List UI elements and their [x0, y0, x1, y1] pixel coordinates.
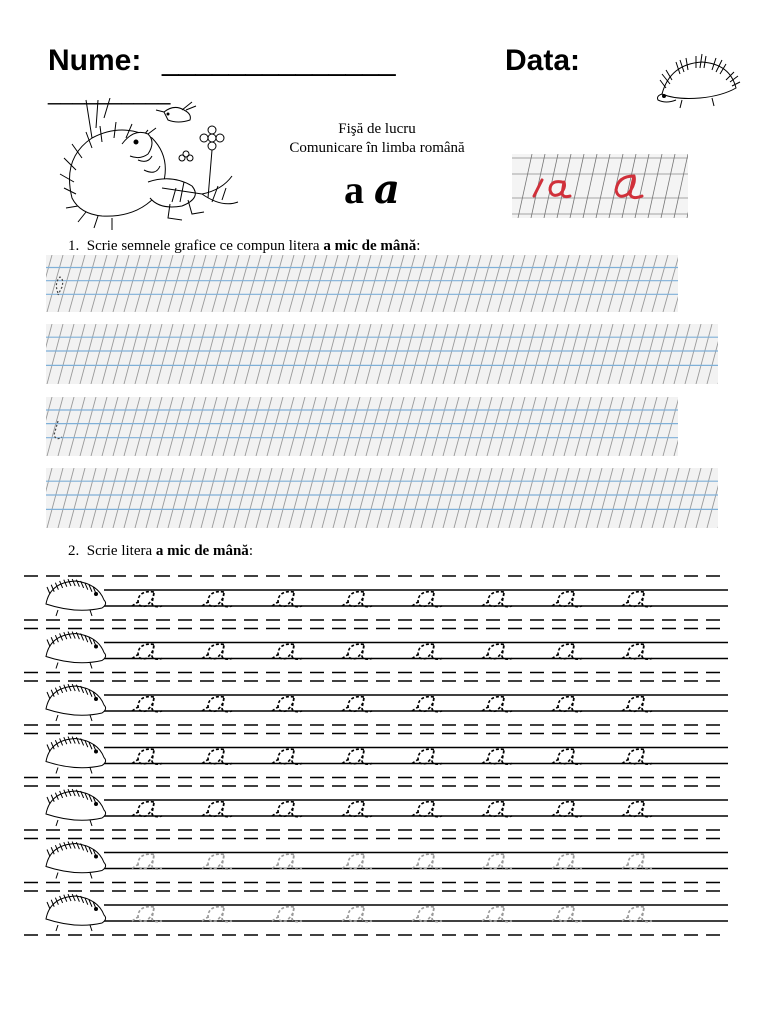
- worksheet-title: Fişă de lucru: [338, 121, 416, 137]
- traced-letter[interactable]: [482, 592, 512, 607]
- traced-letter[interactable]: [622, 644, 652, 659]
- traced-letter[interactable]: [272, 697, 302, 712]
- practice-strip-2[interactable]: [46, 324, 718, 384]
- traced-letter[interactable]: [412, 907, 442, 922]
- practice-row[interactable]: [24, 629, 728, 673]
- traced-letter[interactable]: [412, 749, 442, 764]
- traced-letter[interactable]: [202, 802, 232, 817]
- exercise1-number: 1.: [68, 238, 80, 254]
- practice-row[interactable]: [24, 891, 728, 935]
- traced-letter[interactable]: [552, 697, 582, 712]
- practice-row[interactable]: [24, 839, 728, 883]
- exercise2-text: Scrie litera: [86, 543, 156, 559]
- hedgehog-icon: [46, 789, 106, 826]
- date-label: Data:: [505, 44, 581, 77]
- traced-letter[interactable]: [342, 854, 372, 869]
- exercise1-bold: a mic de mână: [323, 238, 417, 254]
- traced-letter[interactable]: [482, 802, 512, 817]
- traced-letter[interactable]: [552, 592, 582, 607]
- traced-letter[interactable]: [202, 854, 232, 869]
- traced-letter[interactable]: [622, 907, 652, 922]
- name-label: Nume:: [48, 44, 142, 77]
- exercise1-text: Scrie semnele grafice ce compun litera: [86, 238, 324, 254]
- traced-letter[interactable]: [412, 697, 442, 712]
- exercise2-number: 2.: [68, 543, 80, 559]
- exercise1-instruction: [68, 237, 420, 255]
- practice-row[interactable]: [24, 681, 728, 725]
- traced-letter[interactable]: [552, 802, 582, 817]
- traced-letter[interactable]: [552, 854, 582, 869]
- letter-print: a: [344, 167, 364, 212]
- traced-letter[interactable]: [552, 644, 582, 659]
- exercise2-instruction: [68, 542, 253, 560]
- traced-letter[interactable]: [272, 749, 302, 764]
- hedgehog-icon: [46, 842, 106, 879]
- letter-display: [344, 166, 400, 213]
- traced-letter[interactable]: [342, 907, 372, 922]
- traced-letter[interactable]: [202, 592, 232, 607]
- traced-letter[interactable]: [482, 854, 512, 869]
- traced-letter[interactable]: [482, 644, 512, 659]
- traced-letter[interactable]: [342, 592, 372, 607]
- traced-letter[interactable]: [412, 592, 442, 607]
- traced-letter[interactable]: [342, 749, 372, 764]
- traced-letter[interactable]: [482, 697, 512, 712]
- practice-row[interactable]: [24, 786, 728, 830]
- traced-letter[interactable]: [202, 697, 232, 712]
- traced-letter[interactable]: [132, 907, 162, 922]
- exercise2-colon: :: [248, 543, 253, 559]
- traced-letter[interactable]: [552, 749, 582, 764]
- traced-letter[interactable]: [272, 592, 302, 607]
- practice-strip-1[interactable]: [46, 255, 678, 312]
- practice-row[interactable]: [24, 734, 728, 778]
- traced-letter[interactable]: [342, 802, 372, 817]
- traced-letter[interactable]: [482, 749, 512, 764]
- hedgehog-icon: [46, 579, 106, 616]
- hedgehog-icon: [46, 632, 106, 669]
- practice-row[interactable]: [24, 576, 728, 620]
- worksheet-subject: Comunicare în limba română: [289, 140, 465, 156]
- traced-letter[interactable]: [132, 644, 162, 659]
- hedgehog-icon: [46, 894, 106, 931]
- traced-letter[interactable]: [202, 907, 232, 922]
- exercise2-bold: a mic de mână: [155, 543, 249, 559]
- traced-letter[interactable]: [342, 644, 372, 659]
- traced-letter[interactable]: [622, 854, 652, 869]
- traced-letter[interactable]: [412, 644, 442, 659]
- traced-letter[interactable]: [132, 802, 162, 817]
- hedgehog-illustration: [52, 98, 242, 230]
- practice-strip-3[interactable]: [46, 397, 678, 456]
- traced-letter[interactable]: [202, 749, 232, 764]
- traced-letter[interactable]: [202, 644, 232, 659]
- traced-letter[interactable]: [272, 907, 302, 922]
- traced-letter[interactable]: [412, 802, 442, 817]
- traced-letter[interactable]: [272, 644, 302, 659]
- date-blank[interactable]: __________: [48, 80, 171, 105]
- traced-letter[interactable]: [622, 802, 652, 817]
- exercise1-colon: :: [416, 238, 421, 254]
- letter-cursive: a: [374, 166, 400, 213]
- traced-letter[interactable]: [482, 907, 512, 922]
- traced-letter[interactable]: [622, 697, 652, 712]
- traced-letter[interactable]: [552, 907, 582, 922]
- name-blank[interactable]: ______________: [162, 44, 396, 77]
- hedgehog-icon: [652, 52, 744, 112]
- practice-strip-4[interactable]: [46, 468, 718, 528]
- hedgehog-icon: [46, 737, 106, 774]
- traced-letter[interactable]: [342, 697, 372, 712]
- traced-letter[interactable]: [132, 592, 162, 607]
- traced-letter[interactable]: [412, 854, 442, 869]
- sample-writing: [512, 154, 688, 218]
- traced-letter[interactable]: [132, 749, 162, 764]
- traced-letter[interactable]: [272, 854, 302, 869]
- traced-letter[interactable]: [622, 592, 652, 607]
- hedgehog-icon: [46, 684, 106, 721]
- traced-letter[interactable]: [272, 802, 302, 817]
- handwriting-practice-area[interactable]: [24, 568, 728, 948]
- traced-letter[interactable]: [622, 749, 652, 764]
- traced-letter[interactable]: [132, 854, 162, 869]
- traced-letter[interactable]: [132, 697, 162, 712]
